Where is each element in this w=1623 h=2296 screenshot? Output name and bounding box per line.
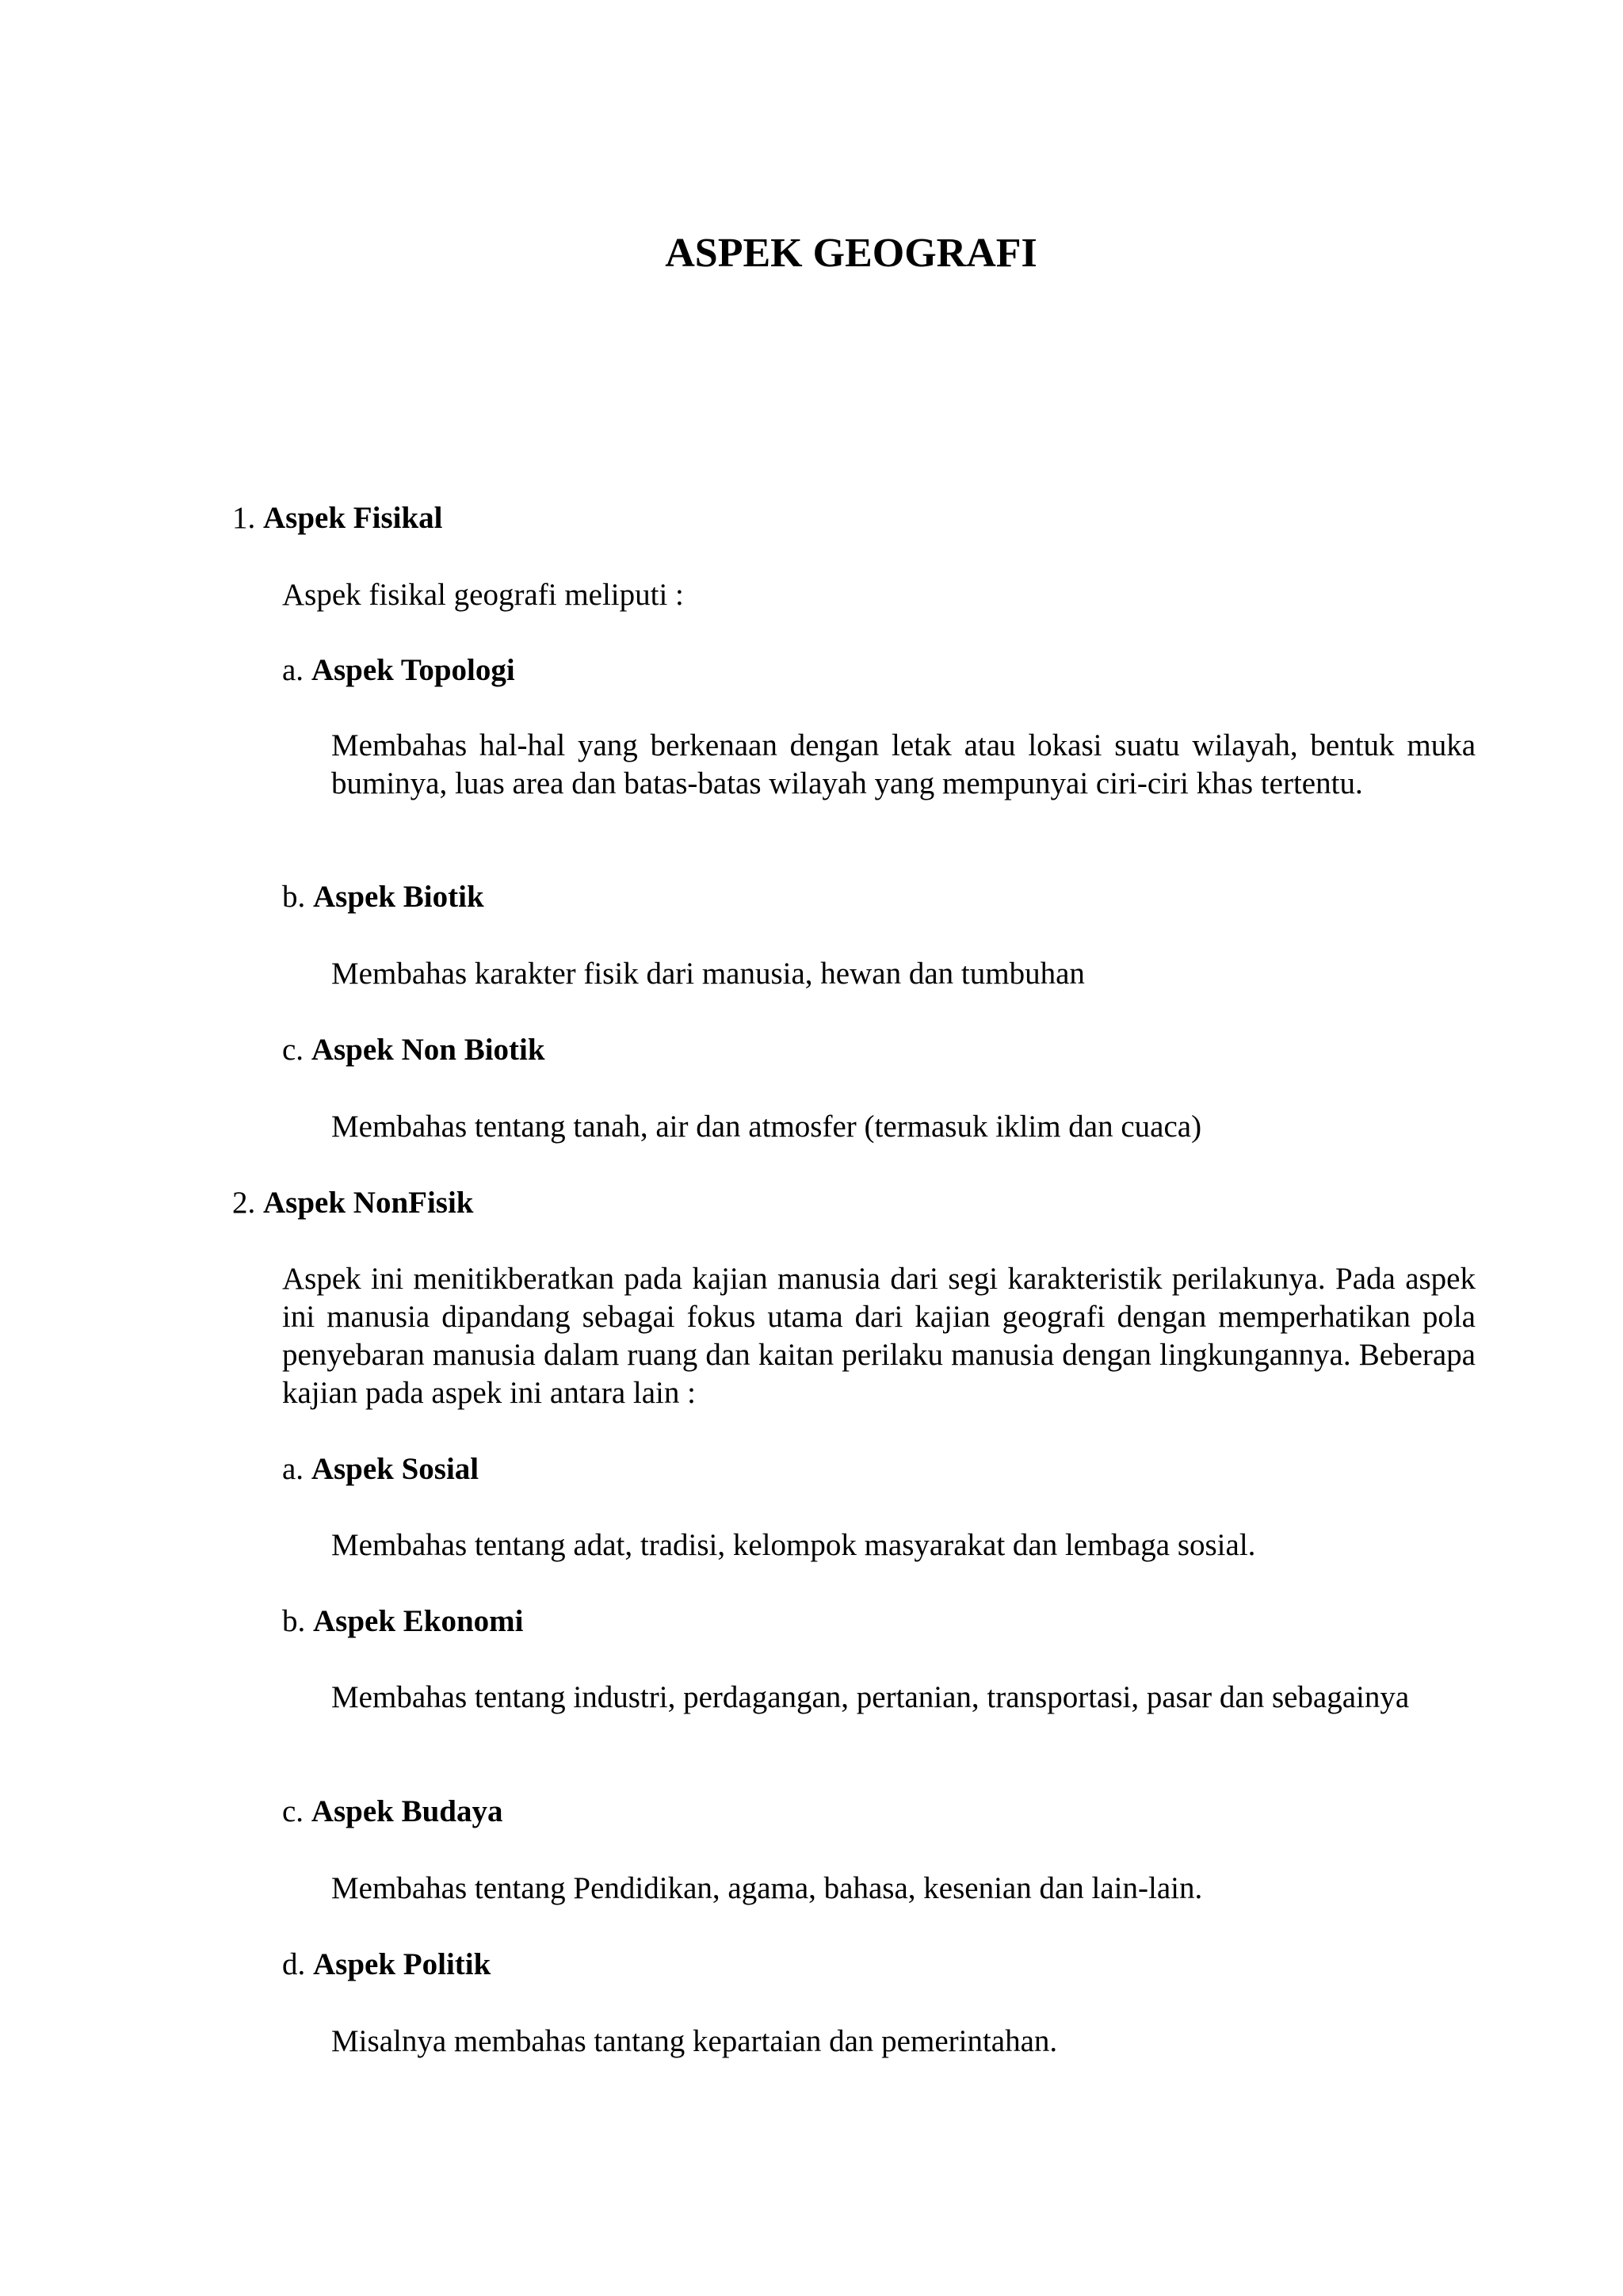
subheading-ekonomi	[282, 1603, 524, 1641]
item-letter: b.	[282, 1604, 306, 1638]
section-heading-nonfisik	[232, 1184, 474, 1222]
section-intro-nonfisik: Aspek ini menitikberatkan pada kajian manusia dari segi karakteristik perilakunya. Pada aspek ini manusia dipandang sebagai fokus utama dari kajian geografi dengan memperhatikan pola penyebaran manusia dalam ruang dan kaitan perilaku manusia dengan lingkungannya. Beberapa kajian pada aspek ini antara lain :	[282, 1262, 1476, 1410]
item-title: Aspek Non Biotik	[311, 1033, 545, 1067]
item-letter: a.	[282, 1452, 304, 1486]
item-title: Aspek Biotik	[313, 880, 484, 914]
item-letter: d.	[282, 1947, 306, 1981]
item-letter: c.	[282, 1794, 304, 1828]
subheading-budaya	[282, 1793, 503, 1831]
paragraph-non-biotik: Membahas tentang tanah, air dan atmosfer (termasuk iklim dan cuaca)	[331, 1110, 1202, 1144]
paragraph-politik: Misalnya membahas tantang kepartaian dan pemerintahan.	[331, 2024, 1058, 2058]
item-title: Aspek Topologi	[311, 653, 515, 687]
paragraph-biotik: Membahas karakter fisik dari manusia, hewan dan tumbuhan	[331, 957, 1085, 991]
paragraph-sosial: Membahas tentang adat, tradisi, kelompok masyarakat dan lembaga sosial.	[331, 1528, 1256, 1562]
subheading-biotik	[282, 878, 484, 916]
section-intro-fisikal: Aspek fisikal geografi meliputi :	[282, 578, 684, 612]
subheading-sosial	[282, 1450, 479, 1488]
paragraph-topologi: Membahas hal-hal yang berkenaan dengan letak atau lokasi suatu wilayah, bentuk muka buminya, luas area dan batas-batas wilayah yang mempunyai ciri-ciri khas tertentu.	[331, 728, 1476, 800]
item-letter: c.	[282, 1033, 304, 1067]
item-letter: b.	[282, 880, 306, 914]
item-title: Aspek Sosial	[311, 1452, 479, 1486]
section-title: Aspek NonFisik	[263, 1186, 474, 1220]
item-letter: a.	[282, 653, 304, 687]
section-number: 1.	[232, 501, 256, 535]
paragraph-budaya: Membahas tentang Pendidikan, agama, bahasa, kesenian dan lain-lain.	[331, 1871, 1203, 1905]
item-title: Aspek Politik	[313, 1947, 491, 1981]
subheading-politik	[282, 1946, 491, 1984]
item-title: Aspek Budaya	[311, 1794, 503, 1828]
subheading-topologi	[282, 651, 515, 690]
section-heading-fisikal	[232, 499, 442, 537]
paragraph-ekonomi: Membahas tentang industri, perdagangan, pertanian, transportasi, pasar dan sebagainya	[331, 1680, 1410, 1714]
page-title: ASPEK GEOGRAFI	[665, 231, 1037, 276]
item-title: Aspek Ekonomi	[313, 1604, 524, 1638]
subheading-non-biotik	[282, 1031, 545, 1069]
section-number: 2.	[232, 1186, 256, 1220]
section-title: Aspek Fisikal	[263, 501, 443, 535]
